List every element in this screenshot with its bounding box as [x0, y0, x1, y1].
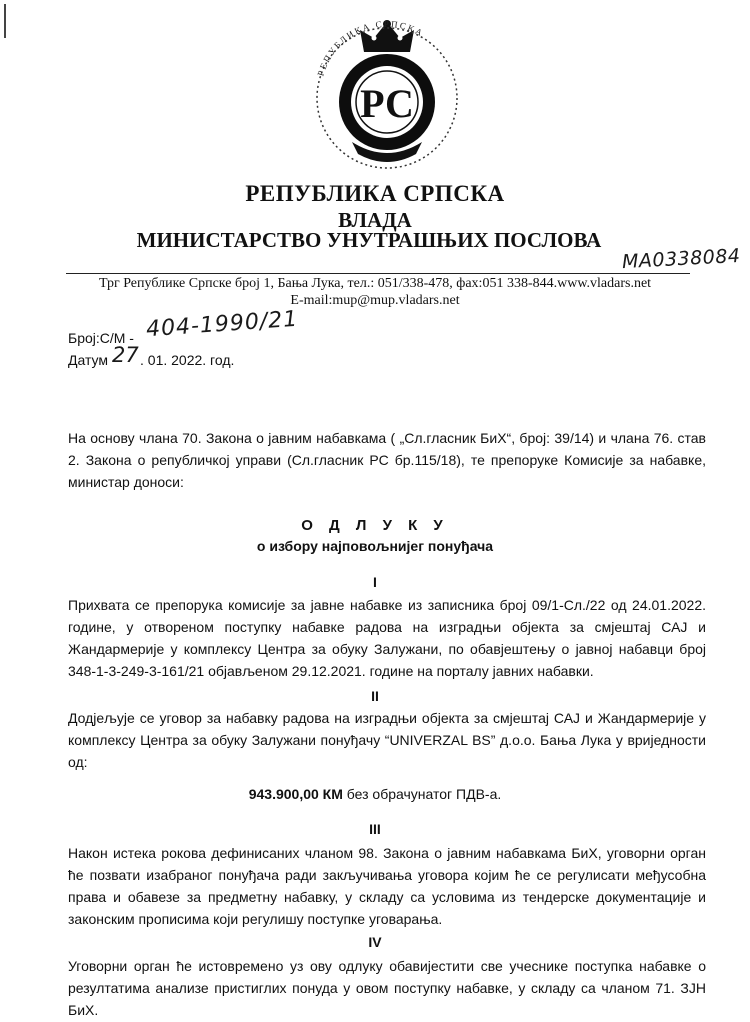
intro-paragraph: На основу члана 70. Закона о јавним набавкама ( „Сл.гласник БиХ“, број: 39/14) и члана 76. став 2. Закона о републичкој управи (Сл.гласник РС бр.115/18), те препоруке Комисије за набавке, министар доноси: [68, 430, 706, 490]
date-label: Датум [68, 352, 108, 368]
section-text: Додјељује се уговор за набавку радова на изградњи објекта за смјештај САЈ и Жандармерије у комплексу Центра за обуку Залужани понуђачу “UNIVERZAL BS” д.о.о. Бања Лука у вриједности од: [68, 710, 706, 770]
section-text: Након истека рокова дефинисаних чланом 98. Закона о јавним набавкама БиХ, уговорни орган ће позвати изабраног понуђача ради закључивања уговора којим ће се регулисати међусобна права и обавезе за предметну набавку, у складу са условима из тендерске документације и законским прописима који регулишу поступке уговарања. [68, 845, 706, 927]
decision-subtitle: о избору најповољнијег понуђача [256, 538, 494, 554]
contract-amount [0, 786, 750, 802]
handwritten-case-number: МА0338084 [621, 244, 742, 274]
section-text: Прихвата се препорука комисије за јавне набавке из записника број 09/1-Сл./22 од 24.01.2022. године, у отвореном поступку набавке радова на изградњи објекта за смјештај САЈ и Жандармерије у комплексу Центра за обуку Залужани, по обавјештењу о јавној набавци број 348-1-3-249-3-161/21 објављеном 29.12.2021. године на порталу јавних набавки. [68, 597, 706, 679]
section-number: III [369, 821, 381, 837]
decision-title: О Д Л У К У [301, 517, 449, 534]
amount-suffix: без обрачунатог ПДВ-а. [342, 786, 502, 802]
emblem-letters: РС [360, 81, 414, 126]
section-number: II [371, 688, 379, 704]
email-line: E-mail:mup@mup.vladars.net [290, 293, 460, 308]
government-heading: ВЛАДА [338, 208, 412, 232]
address-line: Трг Републике Српске број 1, Бања Лука, тел.: 051/338-478, фах:051 338-844.www.vladars.net [98, 276, 652, 291]
page-edge-mark [4, 4, 6, 38]
handwritten-reference-number: 404-1990/21 [145, 306, 300, 343]
section-number: IV [368, 934, 382, 950]
section-text: Уговорни орган ће истовремено уз ову одлуку обавијестити све учеснике поступка набавке о резултатима анализе пристиглих понуда у овом поступку набавке, у складу са чланом 71. ЗЈН БиХ. [68, 958, 706, 1018]
date-rest: . 01. 2022. год. [140, 352, 235, 368]
coat-of-arms-emblem [308, 14, 466, 172]
handwritten-day: 27 [112, 343, 139, 367]
reference-number-label: Број:С/М - [68, 330, 134, 346]
republic-heading: РЕПУБЛИКА СРПСКА [245, 181, 505, 206]
amount-value: 943.900,00 КМ [248, 786, 343, 802]
emblem-ring-text: РЕПУБЛИКА СРПСКА [315, 18, 426, 78]
ministry-heading: МИНИСТАРСТВО УНУТРАШЊИХ ПОСЛОВА [136, 228, 602, 252]
section-number: I [373, 574, 377, 590]
header-rule [66, 273, 690, 274]
